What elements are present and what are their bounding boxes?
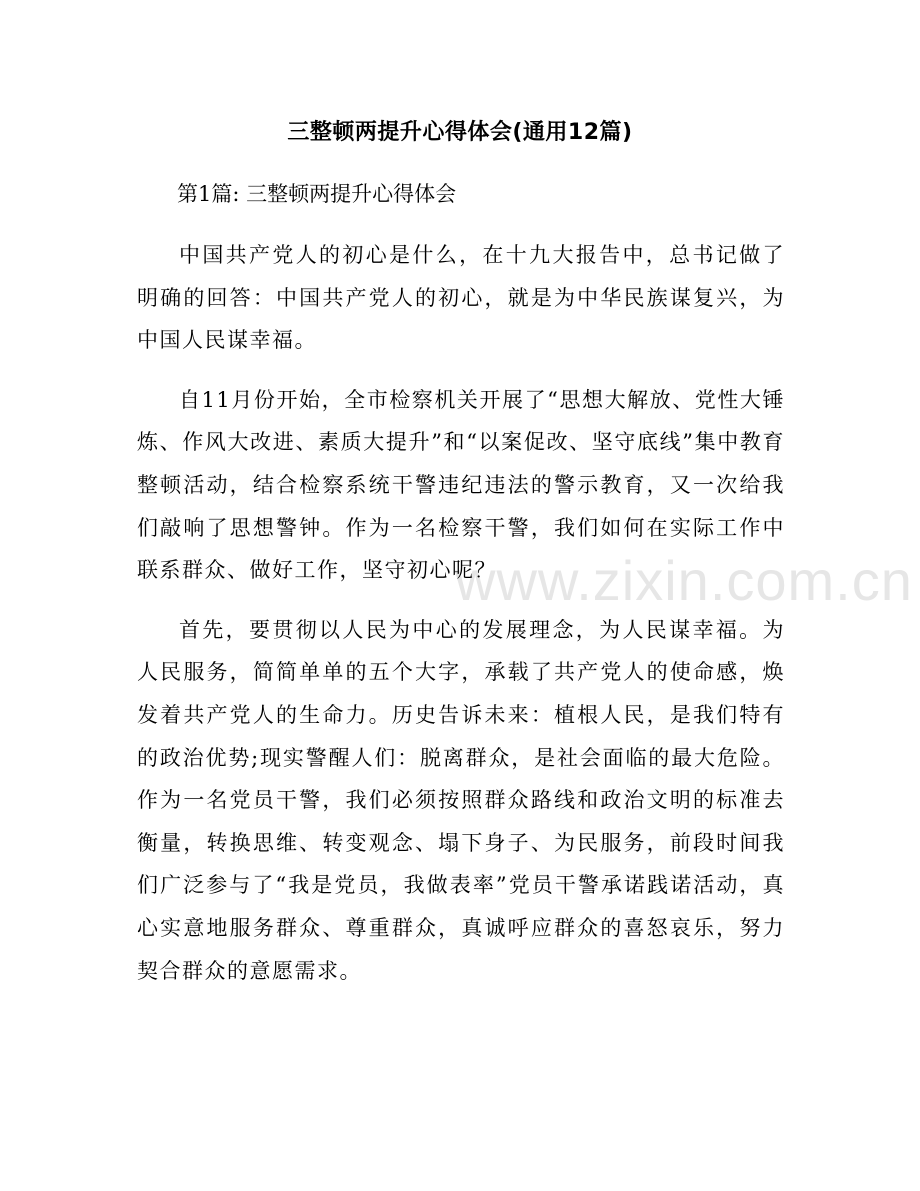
watermark: www.zixin.com.cn — [455, 549, 913, 612]
document-title: 三整顿两提升心得体会(通用12篇) — [287, 120, 633, 145]
paragraph: 自11月份开始，全市检察机关开展了“思想大解放、党性大锤炼、作风大改进、素质大提升”和“以案促改、坚守底线”集中教育整顿活动，结合检察系统干警违纪违法的警示教育，又一次给我们敲响了思想警钟。作为一名检察干警，我们如何在实际工作中联系群众、做好工作，坚守初心呢？ — [137, 387, 785, 583]
paragraph: 首先，要贯彻以人民为中心的发展理念，为人民谋幸福。为人民服务，简简单单的五个大字，承载了共产党人的使命感，焕发着共产党人的生命力。历史告诉未来：植根人民，是我们特有的政治优势;现实警醒人们：脱离群众，是社会面临的最大危险。作为一名党员干警，我们必须按照群众路线和政治文明的标准去衡量，转换思维、转变观念、塌下身子、为民服务，前段时间我们广泛参与了“我是党员，我做表率”党员干警承诺践诺活动，真心实意地服务群众、尊重群众，真诚呼应群众的喜怒哀乐，努力契合群众的意愿需求。 — [137, 617, 785, 983]
section-heading: 第1篇: 三整顿两提升心得体会 — [177, 182, 457, 206]
paragraph: 中国共产党人的初心是什么，在十九大报告中，总书记做了明确的回答：中国共产党人的初心，就是为中华民族谋复兴，为中国人民谋幸福。 — [137, 243, 785, 353]
document-body — [137, 234, 785, 1009]
